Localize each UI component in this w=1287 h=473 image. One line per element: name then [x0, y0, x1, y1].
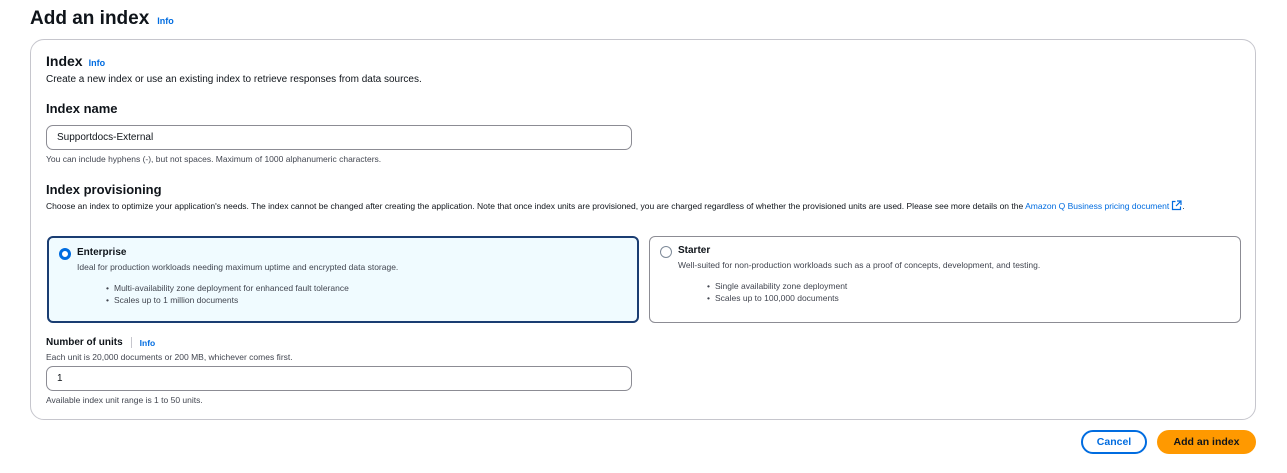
units-label-row: [46, 337, 155, 348]
index-section-header: [46, 53, 105, 69]
page-info-link[interactable]: Info: [157, 16, 174, 26]
starter-title: Starter: [678, 245, 711, 256]
pricing-document-link[interactable]: [1025, 201, 1185, 211]
page-title: [30, 8, 174, 30]
enterprise-feature-item: • Multi-availability zone deployment for enhanced fault tolerance: [106, 282, 349, 294]
provisioning-description-text: Choose an index to optimize your application's needs. The index cannot be changed after creating the application. Note that once index units are provisioned, you are charged regardless of whether the provisioned units are used. Please see more details on the: [46, 201, 1026, 211]
units-hint: Available index unit range is 1 to 50 units.: [46, 395, 203, 405]
index-name-hint: You can include hyphens (-), but not spaces. Maximum of 1000 alphanumeric characters.: [46, 154, 382, 164]
index-name-input[interactable]: [46, 125, 632, 150]
units-input[interactable]: [46, 366, 632, 391]
starter-feature-item: • Scales up to 100,000 documents: [707, 292, 847, 304]
enterprise-feature-item: • Scales up to 1 million documents: [106, 294, 349, 306]
units-description: Each unit is 20,000 documents or 200 MB, whichever comes first.: [46, 352, 293, 362]
add-index-button[interactable]: Add an index: [1157, 430, 1256, 454]
index-panel: [30, 39, 1256, 420]
starter-features: [707, 280, 847, 304]
page-title-text: Add an index: [30, 8, 150, 29]
starter-description: Well-suited for non-production workloads such as a proof of concepts, development, and testing.: [678, 260, 1041, 270]
external-link-icon: [1171, 200, 1185, 211]
enterprise-description: Ideal for production workloads needing maximum uptime and encrypted data storage.: [77, 262, 399, 272]
starter-feature-item: • Single availability zone deployment: [707, 280, 847, 292]
enterprise-option-card[interactable]: [47, 236, 639, 323]
units-divider: [131, 337, 132, 348]
enterprise-radio[interactable]: [59, 248, 71, 260]
index-section-description: Create a new index or use an existing index to retrieve responses from data sources.: [46, 74, 422, 85]
enterprise-features: [106, 282, 349, 306]
pricing-document-link-text[interactable]: Amazon Q Business pricing document: [1025, 201, 1170, 211]
provisioning-description: [46, 200, 1241, 212]
enterprise-title: Enterprise: [77, 247, 127, 258]
index-section-title: Index: [46, 53, 83, 69]
provisioning-label: Index provisioning: [46, 182, 162, 197]
units-label: Number of units: [46, 337, 123, 348]
provisioning-description-end: .: [1182, 201, 1185, 211]
starter-option-card[interactable]: [649, 236, 1241, 323]
index-info-link[interactable]: Info: [88, 58, 106, 68]
cancel-button[interactable]: Cancel: [1081, 430, 1147, 454]
index-name-label: Index name: [46, 101, 118, 116]
units-info-link[interactable]: Info: [139, 337, 156, 348]
starter-radio[interactable]: [660, 246, 672, 258]
